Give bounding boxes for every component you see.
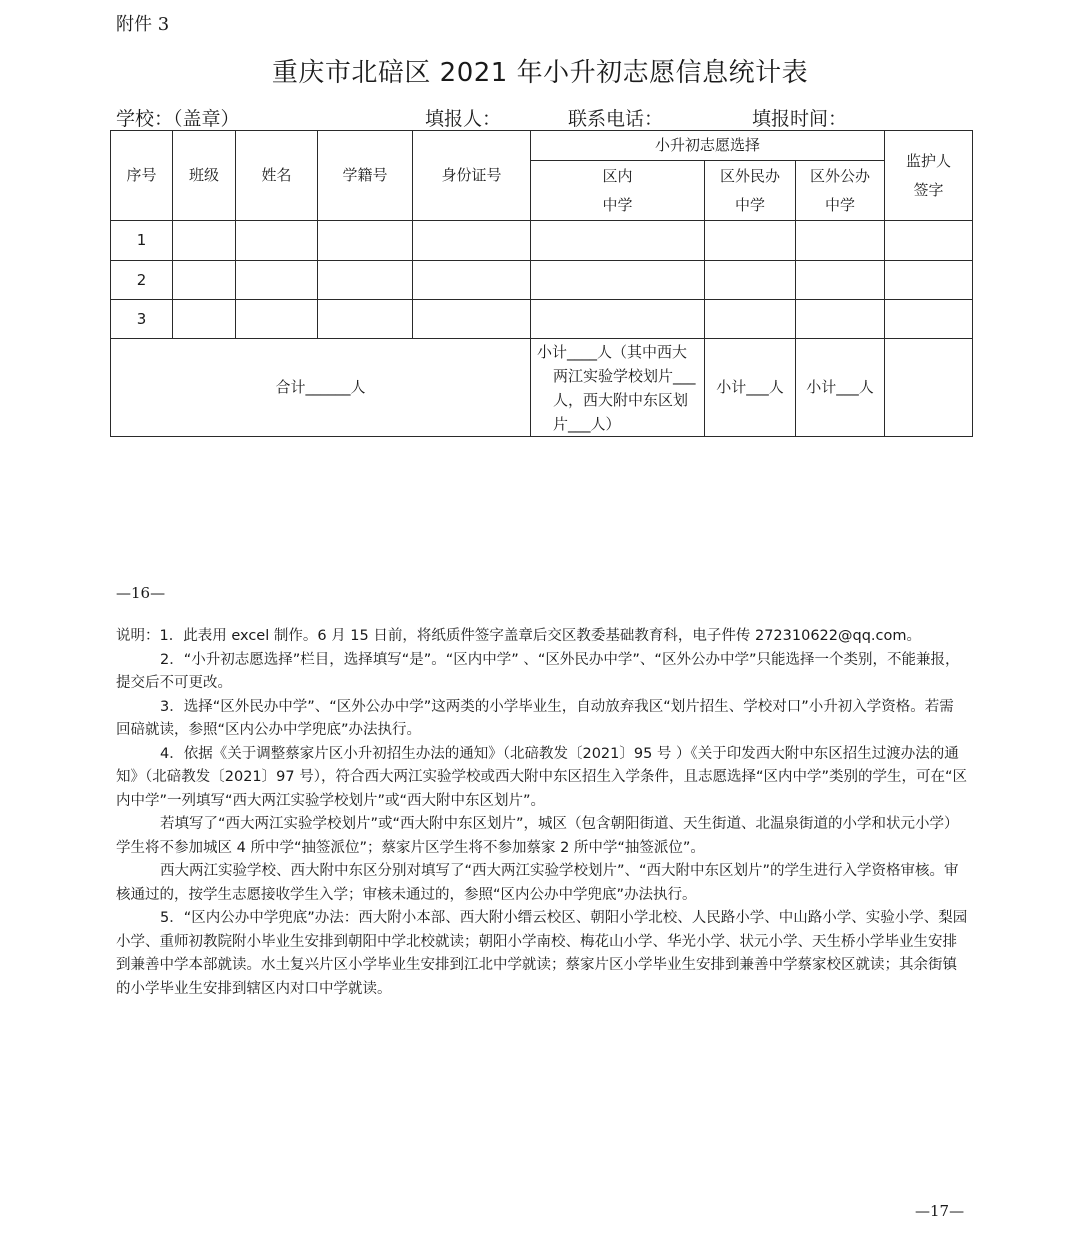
row-student-id-cell[interactable] <box>318 261 413 300</box>
total-guardian-cell <box>885 339 973 437</box>
notes-section <box>116 625 968 1001</box>
header-id-card: 身份证号 <box>413 131 531 221</box>
header-guardian-l2: 签字 <box>913 180 944 199</box>
header-public <box>796 161 885 221</box>
row-student-id-cell[interactable] <box>318 300 413 339</box>
row-name-cell[interactable] <box>236 300 318 339</box>
row-seq: 3 <box>111 300 173 339</box>
header-name: 姓名 <box>236 131 318 221</box>
header-seq: 序号 <box>111 131 173 221</box>
total-in-district <box>531 339 705 437</box>
form-title: 重庆市北碚区 2021 年小升初志愿信息统计表 <box>271 58 809 88</box>
total-row <box>111 339 973 437</box>
total-in-district-l2: 两江实验学校划片___ <box>553 366 696 385</box>
page-number-17: —17— <box>915 1202 965 1220</box>
row-public-cell[interactable] <box>796 300 885 339</box>
row-id-card-cell[interactable] <box>413 300 531 339</box>
header-public-l1: 区外公办 <box>810 166 871 185</box>
note-paragraph: 4．依据《关于调整蔡家片区小升初招生办法的通知》（北碚教发〔2021〕95 号 ）《关于印发西大附中东区招生过渡办法的通知》（北碚教发〔2021〕97 号），符合西大两江实验学校或西大附中东区招生入学条件，且志愿选择“区内中学”类别的学生，可在“区内中学”一列填写“西大两江实验学校划片”或“西大附中东区划片”。 <box>116 745 967 809</box>
note-paragraph: 2．“小升初志愿选择”栏目，选择填写“是”。“区内中学” 、“区外民办中学”、“区外公办中学”只能选择一个类别，不能兼报，提交后不可更改。 <box>116 651 960 691</box>
row-name-cell[interactable] <box>236 261 318 300</box>
header-in-district <box>531 161 705 221</box>
row-id-card-cell[interactable] <box>413 221 531 261</box>
row-guardian-cell[interactable] <box>885 221 973 261</box>
row-seq: 2 <box>111 261 173 300</box>
row-guardian-cell[interactable] <box>885 261 973 300</box>
total-in-district-l1: 小计____人（其中西大 <box>537 342 688 361</box>
row-name-cell[interactable] <box>236 221 318 261</box>
total-in-district-l4: 片___人） <box>553 414 621 433</box>
row-in-district-cell[interactable] <box>531 221 705 261</box>
total-label: 合计______人 <box>111 339 531 437</box>
meta-time: 填报时间： <box>752 108 848 130</box>
table-row <box>111 300 973 339</box>
header-in-district-l1: 区内 <box>602 166 633 185</box>
registration-table <box>110 130 973 437</box>
note-paragraph: 说明：1．此表用 excel 制作。6 月 15 日前，将纸质件签字盖章后交区教委基础教育科，电子件传 272310622@qq.com。 <box>116 628 921 644</box>
meta-school: 学校：（盖章） <box>116 108 240 130</box>
page-number-16: —16— <box>116 584 166 602</box>
header-in-district-l2: 中学 <box>602 195 633 214</box>
table-row <box>111 261 973 300</box>
row-class-cell[interactable] <box>173 261 236 300</box>
total-in-district-l3: 人，西大附中东区划 <box>553 390 689 409</box>
row-public-cell[interactable] <box>796 261 885 300</box>
row-public-cell[interactable] <box>796 221 885 261</box>
row-student-id-cell[interactable] <box>318 221 413 261</box>
row-in-district-cell[interactable] <box>531 261 705 300</box>
total-public: 小计___人 <box>796 339 885 437</box>
meta-phone: 联系电话： <box>568 108 664 130</box>
row-class-cell[interactable] <box>173 300 236 339</box>
row-private-cell[interactable] <box>705 300 796 339</box>
meta-filler: 填报人： <box>425 108 502 130</box>
note-paragraph: 3．选择“区外民办中学”、“区外公办中学”这两类的小学毕业生，自动放弃我区“划片招生、学校对口”小升初入学资格。若需回碚就读，参照“区内公办中学兜底”办法执行。 <box>116 698 954 738</box>
header-choice-group: 小升初志愿选择 <box>531 131 885 161</box>
row-private-cell[interactable] <box>705 261 796 300</box>
header-private-l1: 区外民办 <box>719 166 780 185</box>
row-class-cell[interactable] <box>173 221 236 261</box>
attachment-label: 附件 3 <box>116 14 170 35</box>
total-private: 小计___人 <box>705 339 796 437</box>
row-in-district-cell[interactable] <box>531 300 705 339</box>
header-student-id: 学籍号 <box>318 131 413 221</box>
note-paragraph: 5．“区内公办中学兜底”办法：西大附小本部、西大附小缙云校区、朝阳小学北校、人民路小学、中山路小学、实验小学、梨园小学、重师初教院附小毕业生安排到朝阳中学北校就读；朝阳小学南校、梅花山小学、华光小学、状元小学、天生桥小学毕业生安排到兼善中学本部就读。水土复兴片区小学毕业生安排到江北中学就读；蔡家片区小学毕业生安排到兼善中学蔡家校区就读；其余街镇的小学毕业生安排到辖区内对口中学就读。 <box>116 910 968 997</box>
header-class: 班级 <box>173 131 236 221</box>
header-private-l2: 中学 <box>734 195 765 214</box>
table-row <box>111 221 973 261</box>
row-private-cell[interactable] <box>705 221 796 261</box>
row-id-card-cell[interactable] <box>413 261 531 300</box>
header-guardian-l1: 监护人 <box>906 151 952 170</box>
header-private <box>705 161 796 221</box>
header-public-l2: 中学 <box>825 195 856 214</box>
header-guardian <box>885 131 973 221</box>
row-seq: 1 <box>111 221 173 261</box>
note-paragraph: 若填写了“西大两江实验学校划片”或“西大附中东区划片”，城区（包含朝阳街道、天生街道、北温泉街道的小学和状元小学）学生将不参加城区 4 所中学“抽签派位”；蔡家片区学生将不参加蔡家 2 所中学“抽签派位”。 <box>116 816 959 856</box>
row-guardian-cell[interactable] <box>885 300 973 339</box>
note-paragraph: 西大两江实验学校、西大附中东区分别对填写了“西大两江实验学校划片”、“西大附中东区划片”的学生进行入学资格审核。审核通过的，按学生志愿接收学生入学；审核未通过的，参照“区内公办中学兜底”办法执行。 <box>116 863 959 903</box>
